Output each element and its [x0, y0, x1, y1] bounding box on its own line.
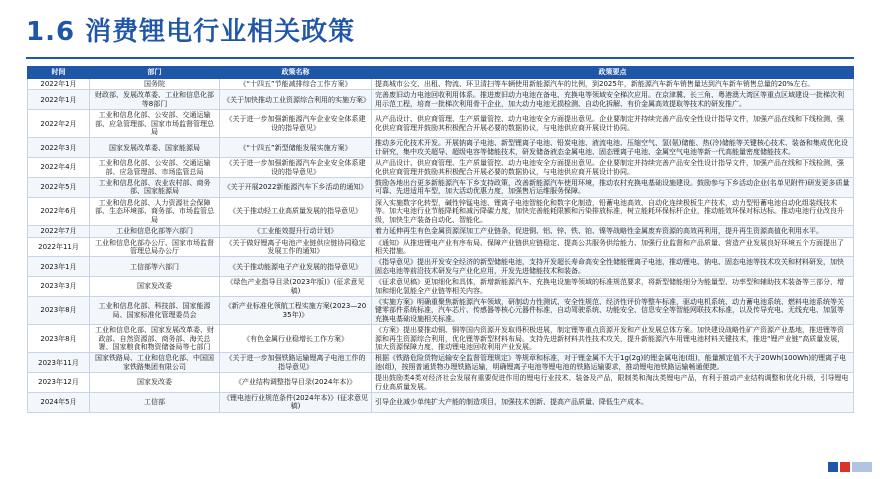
cell-department: 工业和信息化部、科技部、国家能源局、国家标准化管理委员会 [90, 296, 220, 324]
header-policy-points: 政策要点 [372, 67, 854, 79]
policy-table [27, 66, 854, 413]
cell-department: 财政部、发展改革委、工业和信息化部等8部门 [90, 90, 220, 110]
cell-policy-name: 《工业能效提升行动计划》 [220, 226, 372, 237]
cell-department: 工业和信息化部、国家发展改革委、财政部、自然资源部、商务部、海关总署、国家粮食和物资储备局等七部门 [90, 325, 220, 353]
cell-policy-name: 《“十四五”新型储能发展实施方案》 [220, 138, 372, 158]
cell-department: 国务院 [90, 79, 220, 90]
table-row [28, 197, 854, 225]
cell-time: 2022年11月 [28, 237, 90, 257]
cell-department: 国家发展改革委、国家能源局 [90, 138, 220, 158]
cell-time: 2023年3月 [28, 277, 90, 297]
table-body [28, 79, 854, 413]
cell-policy-name: 《关于进一步加强新能源汽车企业安全体系建设的指导意见》 [220, 158, 372, 178]
brand-logo [828, 460, 872, 474]
table-row [28, 277, 854, 297]
cell-time: 2023年8月 [28, 296, 90, 324]
cell-policy-points: 《征求意见稿》更加细化和具体，新增新能源汽车、充换电设施等领域的标准规范要求，将新型储能细分为能量型、功率型和辅助技术装备等三部分，增加和细化氢能全产业链等相关内容。 [372, 277, 854, 297]
cell-time: 2022年5月 [28, 178, 90, 198]
table-row [28, 325, 854, 353]
table-row [28, 237, 854, 257]
cell-policy-points: 提高城市公交、出租、物流、环卫清扫等车辆使用新能源汽车的比例，到2025年，新能源汽车新车销售量达到汽车新车销售总量的20%左右。 [372, 79, 854, 90]
header-department: 部门 [90, 67, 220, 79]
table-row [28, 158, 854, 178]
cell-policy-points: 《方案》提出要推动铜、铜等国内资源开发取得积极进展，制定锂等重点资源开发和产业发展总体方案。加快建设战略性矿产资源产业基地，推进锂等资源和再生资源综合利用，优化锂等新型材料布局。支持先进新材料共性技术攻关，提升新能源汽车用锂电池材料关键技术，推进“锂产业链”高质量发展，加大资源保障力度，推动锂电池回收利用产业发展。 [372, 325, 854, 353]
cell-policy-name: 《关于进一步加强铁路运输锂离子电池工作的指导意见》 [220, 353, 372, 373]
cell-time: 2023年8月 [28, 325, 90, 353]
table-row [28, 138, 854, 158]
cell-time: 2022年4月 [28, 158, 90, 178]
cell-time: 2022年7月 [28, 226, 90, 237]
cell-policy-points: 从产品设计、供应商管理、生产质量管控、动力电池安全方面提出意见。企业要制定并持续完善产品安全性设计指导文件，加强产品在线和下线检测，强化供应商管理并鼓励其积极配合开展必要的数据协议，与电池供应商开展设计协同。 [372, 158, 854, 178]
cell-time: 2022年6月 [28, 197, 90, 225]
cell-time: 2022年2月 [28, 110, 90, 138]
table-row [28, 353, 854, 373]
cell-policy-name: 《有色金属行业稳增长工作方案》 [220, 325, 372, 353]
cell-department: 工业和信息化部、农业农村部、商务部、国家能源局 [90, 178, 220, 198]
header-time: 时间 [28, 67, 90, 79]
cell-policy-points: 《实施方案》明确重聚焦新能源汽车领域，研制动力性测试、安全性规范、经济性评价等整车标准，驱动电机系统、动力蓄电池系统、燃料电池系统等关键零部件系统标准，汽车芯片、传感器等核心元器件标准，自动驾驶系统、功能安全、信息安全等智能网联技术标准，以及传导充电、无线充电、加氢等充换电基础设施相关标准。 [372, 296, 854, 324]
cell-policy-name: 《产业结构调整指导目录(2024年本)》 [220, 373, 372, 393]
cell-time: 2022年1月 [28, 90, 90, 110]
cell-time: 2022年1月 [28, 79, 90, 90]
title-divider [26, 57, 854, 59]
cell-policy-points: 《指导意见》提出开发安全经济的新型储能电池，支持开发超长寿命高安全性储能锂离子电池，推动锂电、钠电、固态电池等技术攻关和材料研发，加快固态电池等前沿技术研发与产业化应用，开发先进储能技术和装备。 [372, 257, 854, 277]
cell-department: 工业和信息化部办公厅、国家市场监督管理总局办公厅 [90, 237, 220, 257]
table-row [28, 226, 854, 237]
table-header-row [28, 67, 854, 79]
cell-policy-name: 《关于加快推动工业资源综合利用的实施方案》 [220, 90, 372, 110]
cell-policy-points: 完善废旧动力电池回收利用体系。推进废旧动力电池在备电、充换电等领域安全梯次应用。在京津冀、长三角、粤港澳大湾区等重点区域建设一批梯次利用示范工程，培育一批梯次利用骨干企业，加大动力电池无损检测、自动化拆解、有价金属高效提取等技术的研发推广。 [372, 90, 854, 110]
cell-policy-points: 引导企业减少单纯扩大产能的制造项目，加强技术创新、提高产品质量、降低生产成本。 [372, 393, 854, 413]
cell-department: 国家发改委 [90, 373, 220, 393]
cell-department: 国家铁路局、工业和信息化部、中国国家铁路集团有限公司 [90, 353, 220, 373]
cell-department: 工业和信息化部、人力资源社会保障部、生态环境部、商务部、市场监管总局 [90, 197, 220, 225]
cell-department: 工业和信息化部等六部门 [90, 226, 220, 237]
header-policy-name: 政策名称 [220, 67, 372, 79]
cell-policy-points: 推动多元化技术开发。开展钠离子电池、新型锂离子电池、铅炭电池、液流电池、压缩空气、氢(氨)储能、热(冷)储能等关键核心技术、装备和集成优化设计研究，集中攻关超导、超级电容等储能技术，研发储备液态金属电池、固态锂离子电池、金属空气电池等新一代高能量密度储能技术。 [372, 138, 854, 158]
cell-policy-name: 《关于推动轻工业高质量发展的指导意见》 [220, 197, 372, 225]
cell-policy-name: 《关于推动能源电子产业发展的指导意见》 [220, 257, 372, 277]
cell-department: 国家发改委 [90, 277, 220, 297]
table-row [28, 79, 854, 90]
table-row [28, 296, 854, 324]
cell-policy-points: 从产品设计、供应商管理、生产质量管控、动力电池安全方面提出意见。企业要制定并持续完善产品安全性设计指导文件，加强产品在线和下线检测，强化供应商管理并鼓励其积极配合开展必要的数据协议，与电池供应商开展设计协同。 [372, 110, 854, 138]
cell-time: 2023年1月 [28, 257, 90, 277]
cell-policy-points: 深入实施数字化转型，碱性锌锰电池、锂离子电池智能化和数字化制造，铅蓄电池高效、自动化连续极板生产技术，动力型铅蓄电池自动化组装线技术等。加大电池行业节能降耗和减污降碳力度，加快完善能耗限额和污染排放标准，树立能耗环保标杆企业，推动能效环保对标达标。推动电池行业改良升级，加快生产装备自动化、智能化。 [372, 197, 854, 225]
cell-policy-points: 着力延伸再生有色金属资源深加工产业链条，促进铜、铝、锌、铁、铂、镍等战略性金属废弃资源的高效再利用，提升再生资源高值化利用水平。 [372, 226, 854, 237]
cell-policy-name: 《锂电池行业规范条件(2024年本)》(征求意见稿) [220, 393, 372, 413]
cell-policy-points: 根据《铁路危险货物运输安全监督管理规定》等规章和标准，对于锂金属不大于1g(2g)的锂金属电池(组)，能量额定值不大于20Wh(100Wh)的锂离子电池(组)，按照普通货物办理铁路运输，明确锂离子电池等锂电池的铁路运输要求，推动锂电池铁路运输畅通便捷。 [372, 353, 854, 373]
cell-department: 工业和信息化部、公安部、交通运输部、应急管理部、国家市场监督管理总局 [90, 110, 220, 138]
cell-policy-name: 《新产业标准化领航工程实施方案(2023—2035年)》 [220, 296, 372, 324]
table-row [28, 110, 854, 138]
cell-policy-name: 《关于进一步加强新能源汽车企业安全体系建设的指导意见》 [220, 110, 372, 138]
cell-policy-name: 《关于开展2022新能源汽车下乡活动的通知》 [220, 178, 372, 198]
cell-department: 工业和信息化部、公安部、交通运输部、应急管理部、市场监管总局 [90, 158, 220, 178]
cell-time: 2023年12月 [28, 373, 90, 393]
table-row [28, 393, 854, 413]
cell-time: 2023年11月 [28, 353, 90, 373]
table-row [28, 178, 854, 198]
page-title: 1.6 消费锂电行业相关政策 [26, 17, 356, 47]
table-row [28, 90, 854, 110]
cell-policy-points: 鼓励各地出台更多新能源汽车下乡支持政策，改善新能源汽车使用环境，推动农村充换电基础设施建设。鼓励参与下乡活动企业(名单见附件)研发更多质量可靠、先进适用车型，加大活动优惠力度，加强售后运维服务保障。 [372, 178, 854, 198]
cell-time: 2022年3月 [28, 138, 90, 158]
cell-policy-name: 《关于做好锂离子电池产业链供应链协同稳定发展工作的通知》 [220, 237, 372, 257]
cell-policy-name: 《绿色产业指导目录(2023年版)》(征求意见稿) [220, 277, 372, 297]
cell-policy-name: 《“十四五”节能减排综合工作方案》 [220, 79, 372, 90]
table-row [28, 257, 854, 277]
cell-department: 工信部 [90, 393, 220, 413]
cell-department: 工信部等六部门 [90, 257, 220, 277]
cell-policy-points: 《通知》从推进锂电产业有序布局、保障产业链供应链稳定、提高公共服务供给能力、加强行业监督和产品质量、营造产业发展良好环境五个方面提出了相关措施。 [372, 237, 854, 257]
cell-time: 2024年5月 [28, 393, 90, 413]
cell-policy-points: 提出鼓励类4类对经济社会发展有重要促进作用的锂电行业技术、装备及产品，限制类和淘汰类锂电产品，有利于推动产业结构调整和优化升级，引导锂电行业高质量发展。 [372, 373, 854, 393]
table-row [28, 373, 854, 393]
